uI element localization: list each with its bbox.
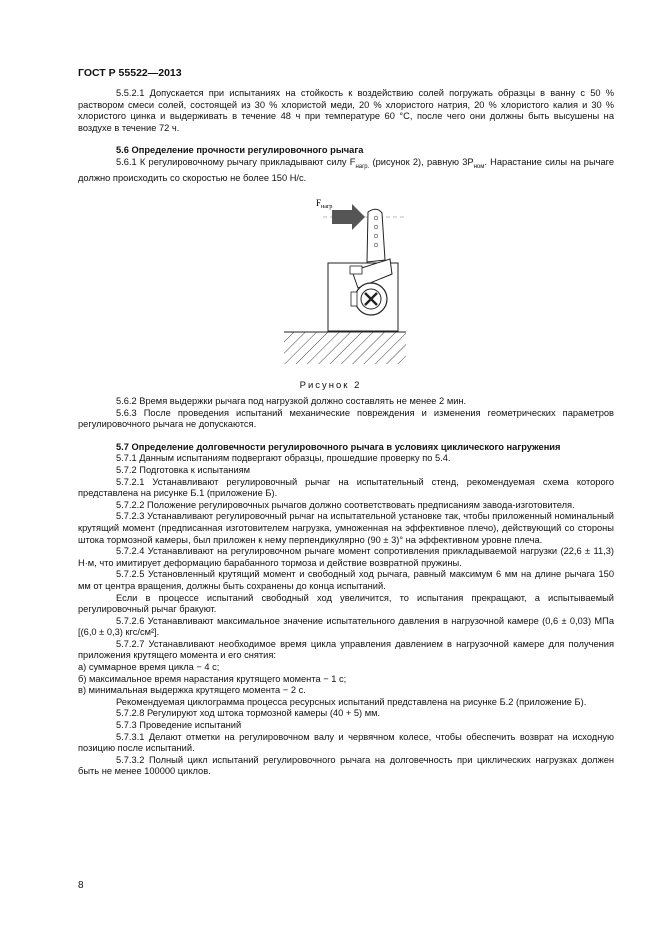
paragraph-5-6-2: 5.6.2 Время выдержки рычага под нагрузкой должно составлять не менее 2 мин. — [116, 396, 467, 406]
document-header: ГОСТ Р 55522—2013 — [78, 67, 182, 79]
paragraph-5-7-2: 5.7.2 Подготовка к испытаниям — [116, 464, 251, 475]
paragraph-5-7-2-8: 5.7.2.8 Регулируют ход штока тормозной камеры (40 + 5) мм. — [116, 708, 381, 719]
list-item-b: б) максимальное время нарастания крутящего момента − 1 с; — [78, 673, 347, 684]
paragraph-cyclogram: Рекомендуемая циклограмма процесса ресурсных испытаний представлена на рисунке Б.2 (приложение Б). — [116, 696, 587, 707]
main-body — [78, 396, 614, 778]
page-number: 8 — [78, 880, 84, 891]
list-item-c: в) минимальная выдержка крутящего момента − 2 с. — [78, 685, 306, 696]
paragraph-5-5-2-1: 5.5.2.1 Допускается при испытаниях на стойкость к воздействию солей погружать образцы в ванну с 50 % раствором смеси солей, состоящей из 30 % хлористой меди, 20 % хлористого натрия, 20 % хлористого калия и 30 % хлористого цинка и выдерживать в течение 48 ч при температуре 60 °С, после чего они должны быть высушены на воздухе в течение 72 ч. — [78, 88, 614, 133]
paragraph-5-7-2-7: 5.7.2.7 Устанавливают необходимое время цикла управления давлением в нагрузочной камере для получения приложения крутящего момента и его снятия: — [78, 638, 614, 661]
paragraph-5-7-3: 5.7.3 Проведение испытаний — [116, 720, 242, 731]
heading-5-6: 5.6 Определение прочности регулировочного рычага — [116, 145, 364, 156]
paragraph-5-7-2-5: 5.7.2.5 Установленный крутящий момент и свободный ход рычага, равный максимум 6 мм на длине рычага 150 мм от центра вращения, должны быть сохранены до конца испытаний. — [78, 569, 614, 591]
list-item-a: а) суммарное время цикла − 4 с; — [78, 662, 220, 673]
paragraph-5-6-1: 5.6.1 К регулировочному рычагу прикладывают силу $F_{нагр.}$ (рисунок 2), равную $3P_{ном}$. Нарастание силы на рычаге должно происходить со скоростью не более 150 Н/с. — [78, 156, 615, 184]
paragraph-5-7-2-4: 5.7.2.4 Устанавливают на регулировочном рычаге момент сопротивления прикладываемой нагрузки (22,6 ± 11,3) Н·м, что имитирует деформацию барабанного тормоза и действие возвратной пружины. — [78, 546, 614, 568]
paragraph-5-7-2-3: 5.7.2.3 Устанавливают регулировочный рычаг на испытательной установке так, чтобы приложенный номинальный крутящий момент (предписанная изготовителем нагрузка, умноженная на эффективное плечо), действующий со стороны штока тормозной камеры, был приложен к нему перпендикулярно (90 ± 3)° на эффективном уровне плеча. — [78, 511, 614, 545]
paragraph-5-7-3-1: 5.7.3.1 Делают отметки на регулировочном валу и червячном колесе, чтобы обеспечить возврат на исходную позицию после испытаний. — [78, 731, 614, 754]
paragraph-5-7-2-1: 5.7.2.1 Устанавливают регулировочный рычаг на испытательный стенд, рекомендуемая схема которого представлена на рисунке Б.1 (приложение Б). — [78, 476, 614, 499]
heading-5-7: 5.7 Определение долговечности регулировочного рычага в условиях циклического нагружения — [116, 441, 561, 452]
paragraph-5-7-2-5-note: Если в процессе испытаний свободный ход увеличится, то испытания прекращают, а испытываемый регулировочный рычаг бракуют. — [78, 592, 614, 615]
figure-caption: Рисунок 2 — [299, 380, 362, 391]
section-5-5-2-1 — [78, 88, 614, 185]
paragraph-5-7-3-2: 5.7.3.2 Полный цикл испытаний регулировочного рычага на долговечность при циклических нагрузках должен быть не менее 100000 циклов. — [78, 754, 614, 777]
paragraph-5-7-2-2: 5.7.2.2 Положение регулировочных рычагов должно соответствовать предписаниям завода-изготовителя. — [116, 499, 575, 510]
paragraph-5-7-1: 5.7.1 Данным испытаниям подвергают образцы, прошедшие проверку по 5.4. — [116, 453, 451, 464]
figure-2-lever-diagram — [260, 196, 410, 372]
paragraph-5-7-2-6: 5.7.2.6 Устанавливают максимальное значение испытательного давления в нагрузочной камере (0,6 ± 0,03) МПа [(6,0 ± 0,3) кгс/см²]. — [78, 615, 614, 638]
paragraph-5-6-3: 5.6.3 После проведения испытаний механические повреждения и изменения геометрических параметров регулировочного рычага не допускаются. — [78, 407, 614, 430]
ground-hatch — [284, 332, 406, 364]
force-label: $F_{нагр}$ — [316, 198, 333, 210]
force-arrow-icon — [332, 204, 365, 230]
